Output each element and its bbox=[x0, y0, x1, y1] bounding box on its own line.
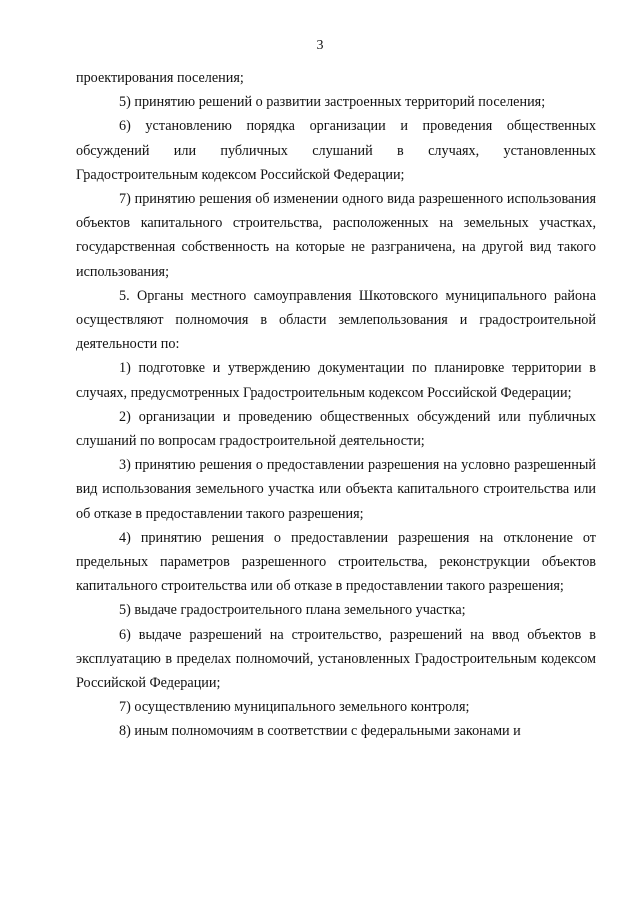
paragraph-section-5: 5. Органы местного самоуправления Шкотовского муниципального района осуществляют полномочия в области землепользования и градостроительной деятельности по: bbox=[76, 287, 596, 353]
paragraph-item-5b: 5) выдаче градостроительного плана земельного участка; bbox=[119, 602, 466, 619]
paragraph-item-1: 1) подготовке и утверждению документации по планировке территории в случаях, предусмотренных Градостроительным кодексом Российской Федерации; bbox=[76, 360, 596, 401]
paragraph-continuation: проектирования поселения; bbox=[76, 70, 244, 86]
paragraph-item-8: 8) иным полномочиям в соответствии с федеральными законами и bbox=[119, 723, 521, 740]
paragraph-item-6: 6) установлению порядка организации и проведения общественных обсуждений или публичных слушаний в случаях, установленных Градостроительным кодексом Российской Федерации; bbox=[76, 118, 596, 183]
paragraph-item-6b: 6) выдаче разрешений на строительство, разрешений на ввод объектов в эксплуатацию в пределах полномочий, установленных Градостроительным кодексом Российской Федерации; bbox=[76, 626, 596, 692]
paragraph-item-7b: 7) осуществлению муниципального земельного контроля; bbox=[119, 699, 470, 716]
paragraph-item-4: 4) принятию решения о предоставлении разрешения на отклонение от предельных параметров разрешенного строительства, реконструкции объектов капитального строительства или об отказе в предоставлении такого разрешения; bbox=[76, 529, 596, 595]
paragraph-item-3: 3) принятию решения о предоставлении разрешения на условно разрешенный вид использования земельного участка или объекта капитального строительства или об отказе в предоставлении такого разрешения; bbox=[76, 457, 596, 522]
paragraph-item-5: 5) принятию решений о развитии застроенных территорий поселения; bbox=[119, 94, 546, 111]
page-number: 3 bbox=[316, 38, 324, 53]
paragraph-item-7: 7) принятию решения об изменении одного вида разрешенного использования объектов капитального строительства, расположенных на земельных участках, государственная собственность на которые не разграничена, на другой вид такого использования; bbox=[76, 191, 596, 280]
paragraph-item-2: 2) организации и проведению общественных обсуждений или публичных слушаний по вопросам градостроительной деятельности; bbox=[76, 408, 596, 450]
document-body bbox=[76, 66, 596, 744]
